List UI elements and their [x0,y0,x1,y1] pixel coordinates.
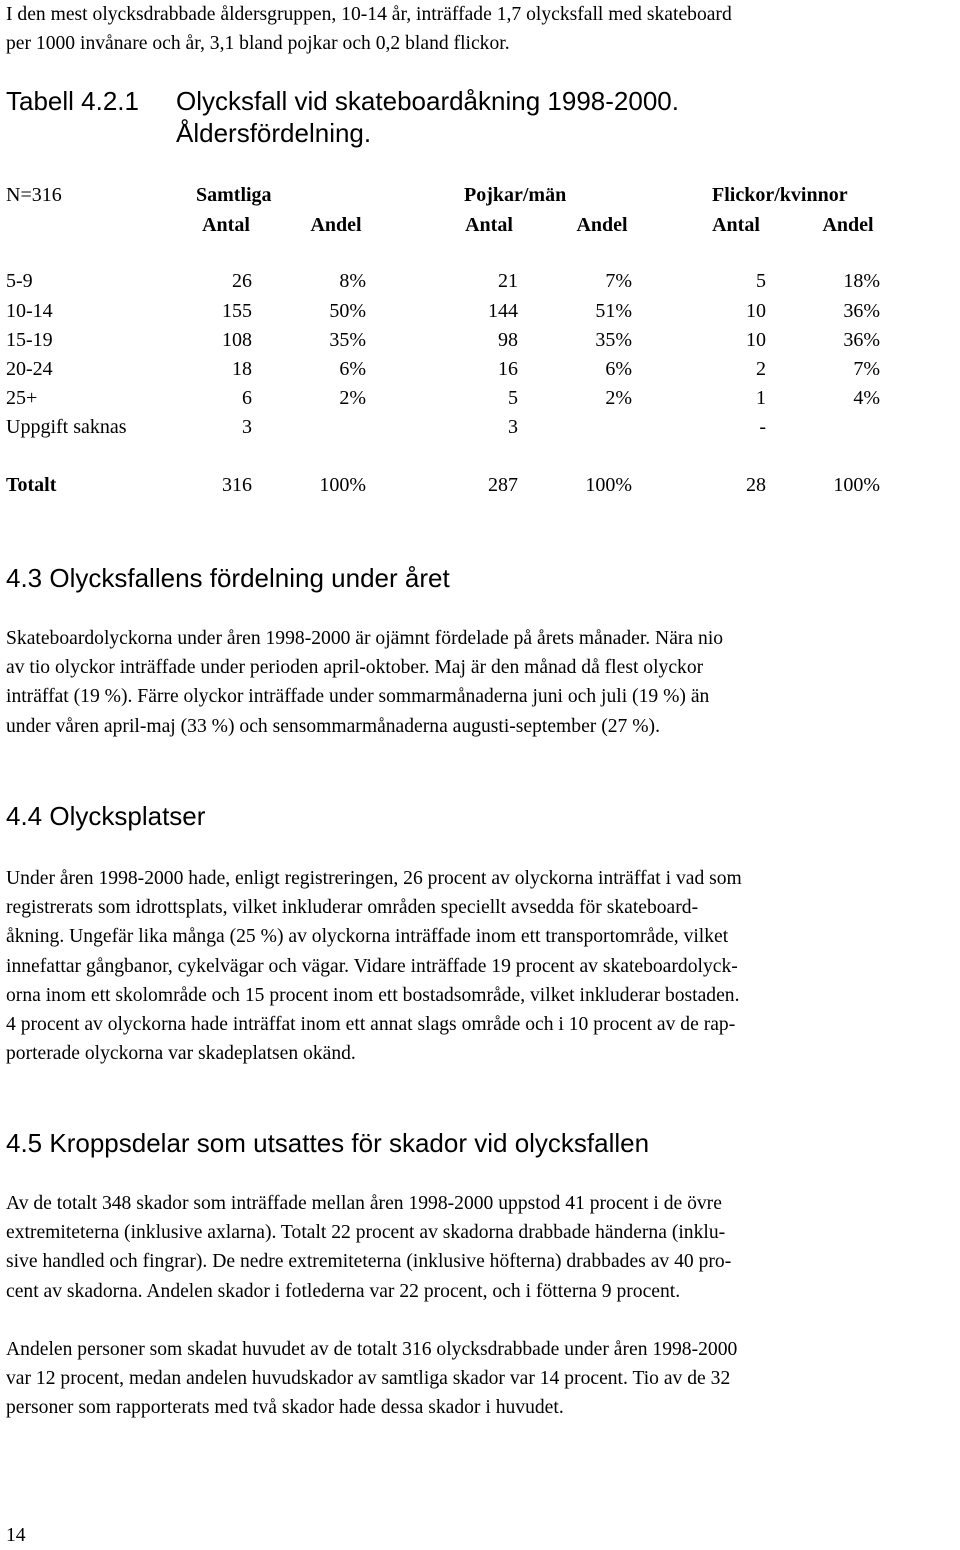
text-line: personer som rapporterats med två skador hade dessa skador i huvudet. [6,1397,564,1419]
table-row-label: Uppgift saknas [6,416,127,438]
table-cell: 10 [746,300,766,322]
section-heading-4-5: 4.5 Kroppsdelar som utsattes för skador vid olycksfallen [6,1128,650,1158]
text-line: porterade olyckorna var skadeplatsen okänd. [6,1043,356,1065]
text-line: inträffat (19 %). Färre olyckor inträffade under sommarmånaderna juni och juli (19 %) än [6,686,710,708]
text-line: innefattar gångbanor, cykelvägar och vägar. Vidare inträffade 19 procent av skateboardolyck- [6,955,738,977]
text-line: I den mest olycksdrabbade åldersgruppen, 10-14 år, inträffade 1,7 olycksfall med skateboard [6,4,732,25]
text-line: sive handled och fingrar). De nedre extremiteterna (inklusive höfterna) drabbades av 40 pro- [6,1251,732,1273]
text-line: under våren april-maj (33 %) och sensommarmånaderna augusti-september (27 %). [6,715,660,737]
text-line: 4 procent av olyckorna hade inträffat inom ett annat slags område och i 10 procent av de rap- [6,1014,736,1036]
text-line: Av de totalt 348 skador som inträffade mellan åren 1998-2000 uppstod 41 procent i de övre [6,1193,722,1214]
text-line: orna inom ett skolområde och 15 procent inom ett bostadsområde, vilket inkluderar bostaden. [6,984,740,1006]
table-caption-subtitle: Åldersfördelning. [176,118,372,148]
table-column-header: Andel [310,214,362,236]
table-group-header: Pojkar/män [464,184,567,206]
table-cell: 5 [756,270,766,292]
table-cell: 5 [508,387,518,409]
section-heading-4-3: 4.3 Olycksfallens fördelning under året [6,563,450,593]
table-cell: 2 [756,358,766,380]
page-number: 14 [6,1525,26,1546]
table-row-label: 5-9 [6,270,33,292]
text-line: av tio olyckor inträffade under perioden april-oktober. Maj är den månad då flest olyckor [6,657,704,679]
table-cell: 108 [222,329,252,351]
table-cell: 98 [498,329,518,351]
table-cell: 1 [756,387,766,409]
table-total-cell: 28 [746,474,766,496]
table-cell: 18 [232,358,252,380]
table-cell: 16 [498,358,518,380]
table-cell: 35% [595,329,632,351]
table-column-header: Antal [712,214,760,236]
section-4-3-paragraph [6,624,956,741]
table-group-header: Flickor/kvinnor [712,184,848,206]
text-line: Skateboardolyckorna under åren 1998-2000 är ojämnt fördelade på årets månader. Nära nio [6,628,724,649]
table-cell: 7% [853,358,880,380]
section-4-4-paragraph [6,864,956,1068]
table-column-header: Andel [822,214,874,236]
table-row-label: 10-14 [6,300,53,322]
table-cell: 10 [746,329,766,351]
table-total-cell: 100% [833,474,880,496]
text-line: cent av skadorna. Andelen skador i fotlederna var 22 procent, och i fötterna 9 procent. [6,1280,681,1302]
table-column-header: Andel [576,214,628,236]
table-cell: 2% [605,387,632,409]
text-line: Under åren 1998-2000 hade, enligt registreringen, 26 procent av olyckorna inträffat i vad som [6,868,742,889]
section-4-5-paragraph-1 [6,1189,956,1306]
table-cell: 3 [242,416,252,438]
table-caption-title: Olycksfall vid skateboardåkning 1998-2000. [176,86,679,116]
table-row-label: 20-24 [6,358,53,380]
table-cell: 51% [595,300,632,322]
table-cell: 7% [605,270,632,292]
table-cell: - [759,416,766,438]
table-n-label: N=316 [6,184,62,206]
table-cell: 8% [339,270,366,292]
table-caption-label: Tabell 4.2.1 [6,86,139,116]
table-cell: 6% [605,358,632,380]
table-total-label: Totalt [6,474,57,496]
table-cell: 21 [498,270,518,292]
table-cell: 144 [488,300,518,322]
section-heading-4-4: 4.4 Olycksplatser [6,801,206,831]
table-cell: 36% [843,329,880,351]
table-total-cell: 100% [319,474,366,496]
age-distribution-table [0,0,960,520]
table-row-label: 15-19 [6,329,53,351]
section-4-5-paragraph-2 [6,1335,956,1423]
table-group-header: Samtliga [196,184,272,206]
text-line: extremiteterna (inklusive axlarna). Totalt 22 procent av skadorna drabbade händerna (inklu- [6,1222,726,1244]
text-line: per 1000 invånare och år, 3,1 bland pojkar och 0,2 bland flickor. [6,33,510,55]
table-column-header: Antal [202,214,250,236]
table-cell: 18% [843,270,880,292]
text-line: registrerats som idrottsplats, vilket inkluderar områden speciellt avsedda för skateboard- [6,897,699,919]
text-line: åkning. Ungefär lika många (25 %) av olyckorna inträffade inom ett transportområde, vilket [6,926,729,948]
table-total-cell: 316 [222,474,252,496]
table-total-cell: 287 [488,474,518,496]
text-line: Andelen personer som skadat huvudet av de totalt 316 olycksdrabbade under åren 1998-2000 [6,1339,738,1360]
table-cell: 26 [232,270,252,292]
table-row-label: 25+ [6,387,38,409]
table-total-cell: 100% [585,474,632,496]
table-cell: 35% [329,329,366,351]
table-cell: 3 [508,416,518,438]
table-cell: 6% [339,358,366,380]
table-cell: 4% [853,387,880,409]
table-cell: 36% [843,300,880,322]
text-line: var 12 procent, medan andelen huvudskador av samtliga skador var 14 procent. Tio av de 32 [6,1368,731,1390]
table-column-header: Antal [465,214,513,236]
table-cell: 6 [242,387,252,409]
table-cell: 2% [339,387,366,409]
table-cell: 155 [222,300,252,322]
table-cell: 50% [329,300,366,322]
